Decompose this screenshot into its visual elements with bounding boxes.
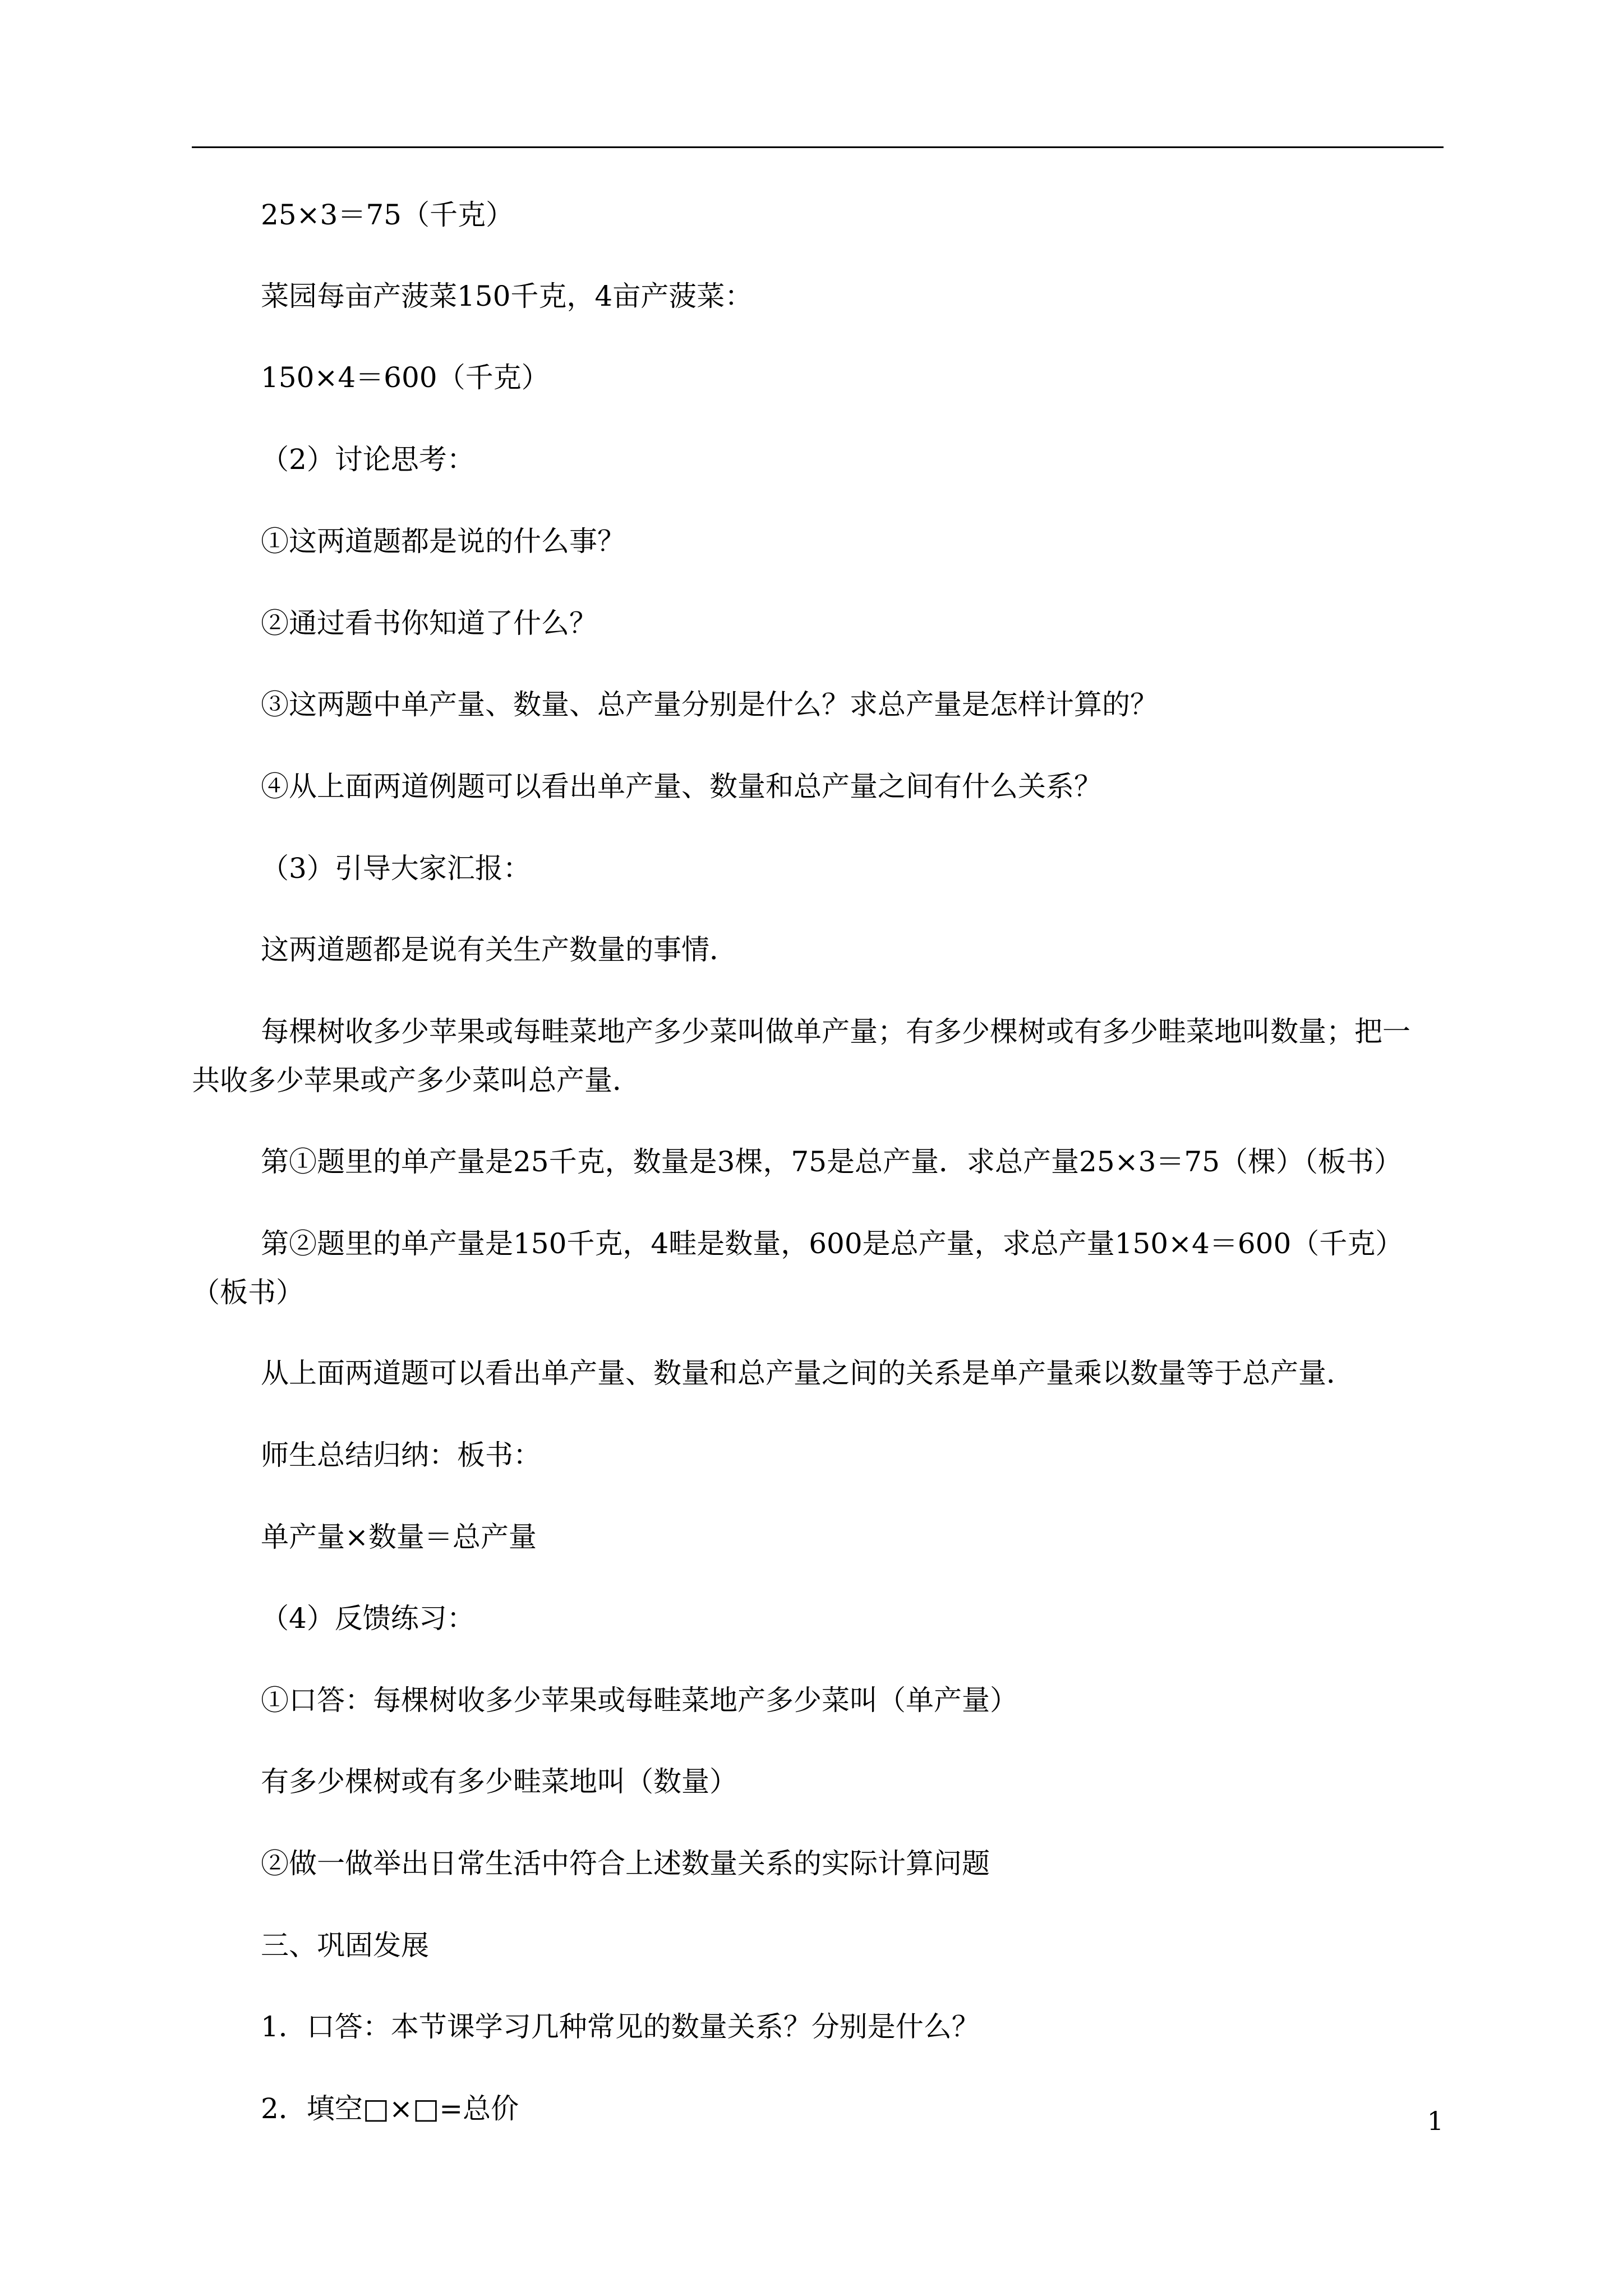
paragraph-16: 单产量×数量＝总产量 bbox=[261, 1521, 537, 1553]
paragraph-12: 第①题里的单产量是25千克，数量是3棵，75是总产量．求总产量25×3＝75（棵）（板书） bbox=[261, 1145, 1403, 1178]
paragraph-11-line-2: 共收多少苹果或产多少菜叫总产量． bbox=[192, 1064, 640, 1097]
paragraph-13-line-1: 第②题里的单产量是150千克，4畦是数量，600是总产量，求总产量150×4＝600（千克） bbox=[261, 1227, 1404, 1260]
paragraph-19: 有多少棵树或有多少畦菜地叫（数量） bbox=[261, 1765, 737, 1798]
page-number: 1 bbox=[1427, 2106, 1444, 2136]
paragraph-7: ③这两题中单产量、数量、总产量分别是什么？求总产量是怎样计算的？ bbox=[261, 688, 1158, 721]
header-rule bbox=[192, 146, 1444, 148]
paragraph-6: ②通过看书你知道了什么？ bbox=[261, 607, 597, 639]
paragraph-4: （2）讨论思考： bbox=[261, 443, 475, 476]
paragraph-13-line-2: （板书） bbox=[192, 1276, 304, 1309]
paragraph-8: ④从上面两道例题可以看出单产量、数量和总产量之间有什么关系？ bbox=[261, 770, 1102, 803]
paragraph-9: （3）引导大家汇报： bbox=[261, 852, 531, 885]
paragraph-5: ①这两道题都是说的什么事？ bbox=[261, 525, 625, 558]
paragraph-1: 25×3＝75（千克） bbox=[261, 199, 514, 231]
paragraph-20: ②做一做举出日常生活中符合上述数量关系的实际计算问题 bbox=[261, 1847, 990, 1880]
paragraph-22: 1．口答：本节课学习几种常见的数量关系？分别是什么？ bbox=[261, 2010, 980, 2043]
paragraph-3: 150×4＝600（千克） bbox=[261, 361, 550, 394]
paragraph-23: 2．填空□×□=总价 bbox=[261, 2092, 519, 2125]
paragraph-11-line-1: 每棵树收多少苹果或每畦菜地产多少菜叫做单产量；有多少棵树或有多少畦菜地叫数量；把一 bbox=[261, 1015, 1410, 1048]
paragraph-14: 从上面两道题可以看出单产量、数量和总产量之间的关系是单产量乘以数量等于总产量． bbox=[261, 1357, 1354, 1389]
paragraph-18: ①口答：每棵树收多少苹果或每畦菜地产多少菜叫（单产量） bbox=[261, 1684, 1018, 1717]
paragraph-21: 三、巩固发展 bbox=[261, 1929, 429, 1962]
paragraph-10: 这两道题都是说有关生产数量的事情． bbox=[261, 933, 737, 966]
paragraph-15: 师生总结归纳：板书： bbox=[261, 1439, 541, 1471]
paragraph-17: （4）反馈练习： bbox=[261, 1602, 475, 1635]
paragraph-11 bbox=[192, 1007, 1444, 1105]
paragraph-2: 菜园每亩产菠菜150千克，4亩产菠菜： bbox=[261, 280, 753, 312]
paragraph-13 bbox=[192, 1220, 1444, 1317]
